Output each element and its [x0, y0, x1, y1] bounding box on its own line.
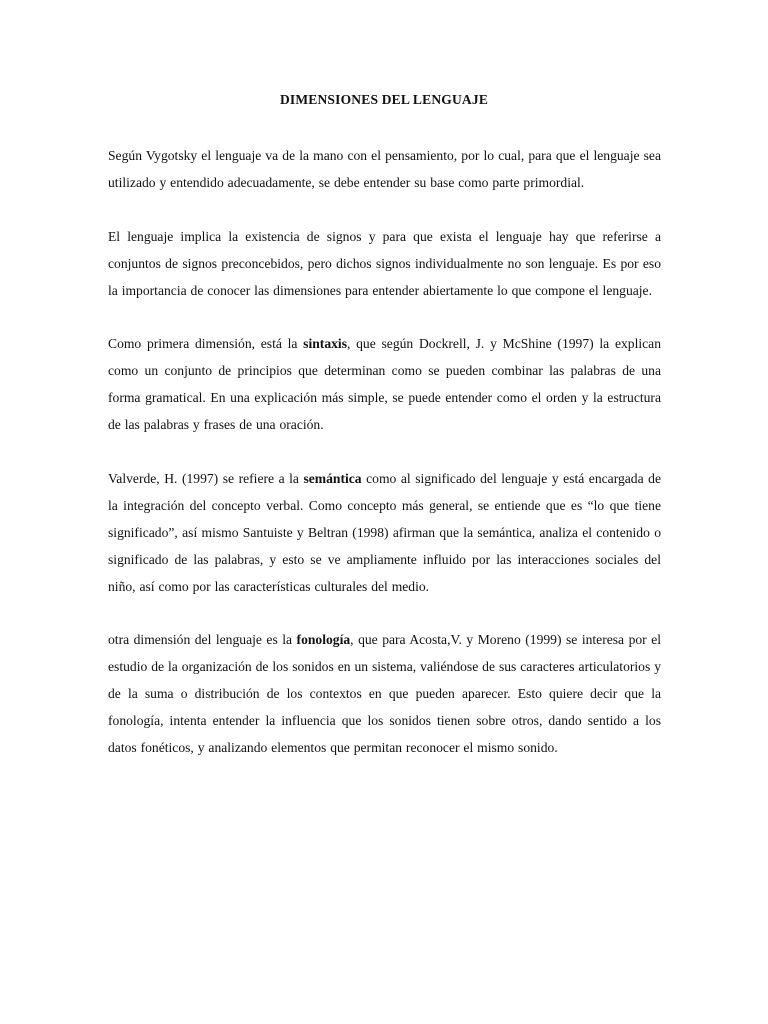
paragraph-text: El lenguaje implica la existencia de signos y para que exista el lenguaje hay que referirse a conjuntos de signos preconcebidos, pero dichos signos individualmente no son lenguaje. Es por eso la importancia de conocer las dimensiones para entender abiertamente lo que compone el lenguaje. — [108, 228, 661, 298]
term-sintaxis: sintaxis — [303, 336, 347, 351]
document-body — [108, 142, 661, 788]
term-fonologia: fonología — [296, 632, 351, 647]
document-title: DIMENSIONES DEL LENGUAJE — [279, 92, 489, 107]
paragraph-sintaxis — [108, 330, 661, 438]
paragraph-fonologia — [108, 626, 661, 761]
paragraph-text: Valverde, H. (1997) se refiere a la — [108, 470, 304, 486]
paragraph-text: como al significado del lenguaje y está encargada de la integración del concepto verbal. Como concepto más general, se entiende que es “lo que tiene significado”, así mismo Santuiste y Beltran (1998) afirman que la semántica, analiza el contenido o significado de las palabras, y esto se ve ampliamente influido por las interacciones sociales del niño, así como por las características culturales del medio. — [108, 470, 661, 594]
paragraph-text: Como primera dimensión, está la — [108, 336, 304, 351]
paragraph-signos — [108, 223, 661, 304]
paragraph-text: , que según Dockrell, J. y McShine (1997) la explican como un conjunto de principios que determinan como se pueden combinar las palabras de una forma gramatical. En una explicación más simple, se puede entender como el orden y la estructura de las palabras y frases de una oración. — [108, 336, 661, 432]
term-semantica: semántica — [303, 470, 362, 486]
paragraph-text: , que para Acosta,V. y Moreno (1999) se interesa por el estudio de la organización de los sonidos en un sistema, valiéndose de sus caracteres articulatorios y de la suma o distribución de los contextos en que pueden aparecer. Esto quiere decir que la fonología, intenta entender la influencia que los sonidos tienen sobre otros, dando sentido a los datos fonéticos, y analizando elementos que permitan reconocer el mismo sonido. — [108, 632, 662, 755]
paragraph-text: otra dimensión del lenguaje es la — [108, 632, 297, 647]
paragraph-semantica — [108, 465, 661, 600]
paragraph-vygotsky — [108, 142, 661, 196]
paragraph-text: Según Vygotsky el lenguaje va de la mano con el pensamiento, por lo cual, para que el lenguaje sea utilizado y entendido adecuadamente, se debe entender su base como parte primordial. — [108, 148, 661, 190]
